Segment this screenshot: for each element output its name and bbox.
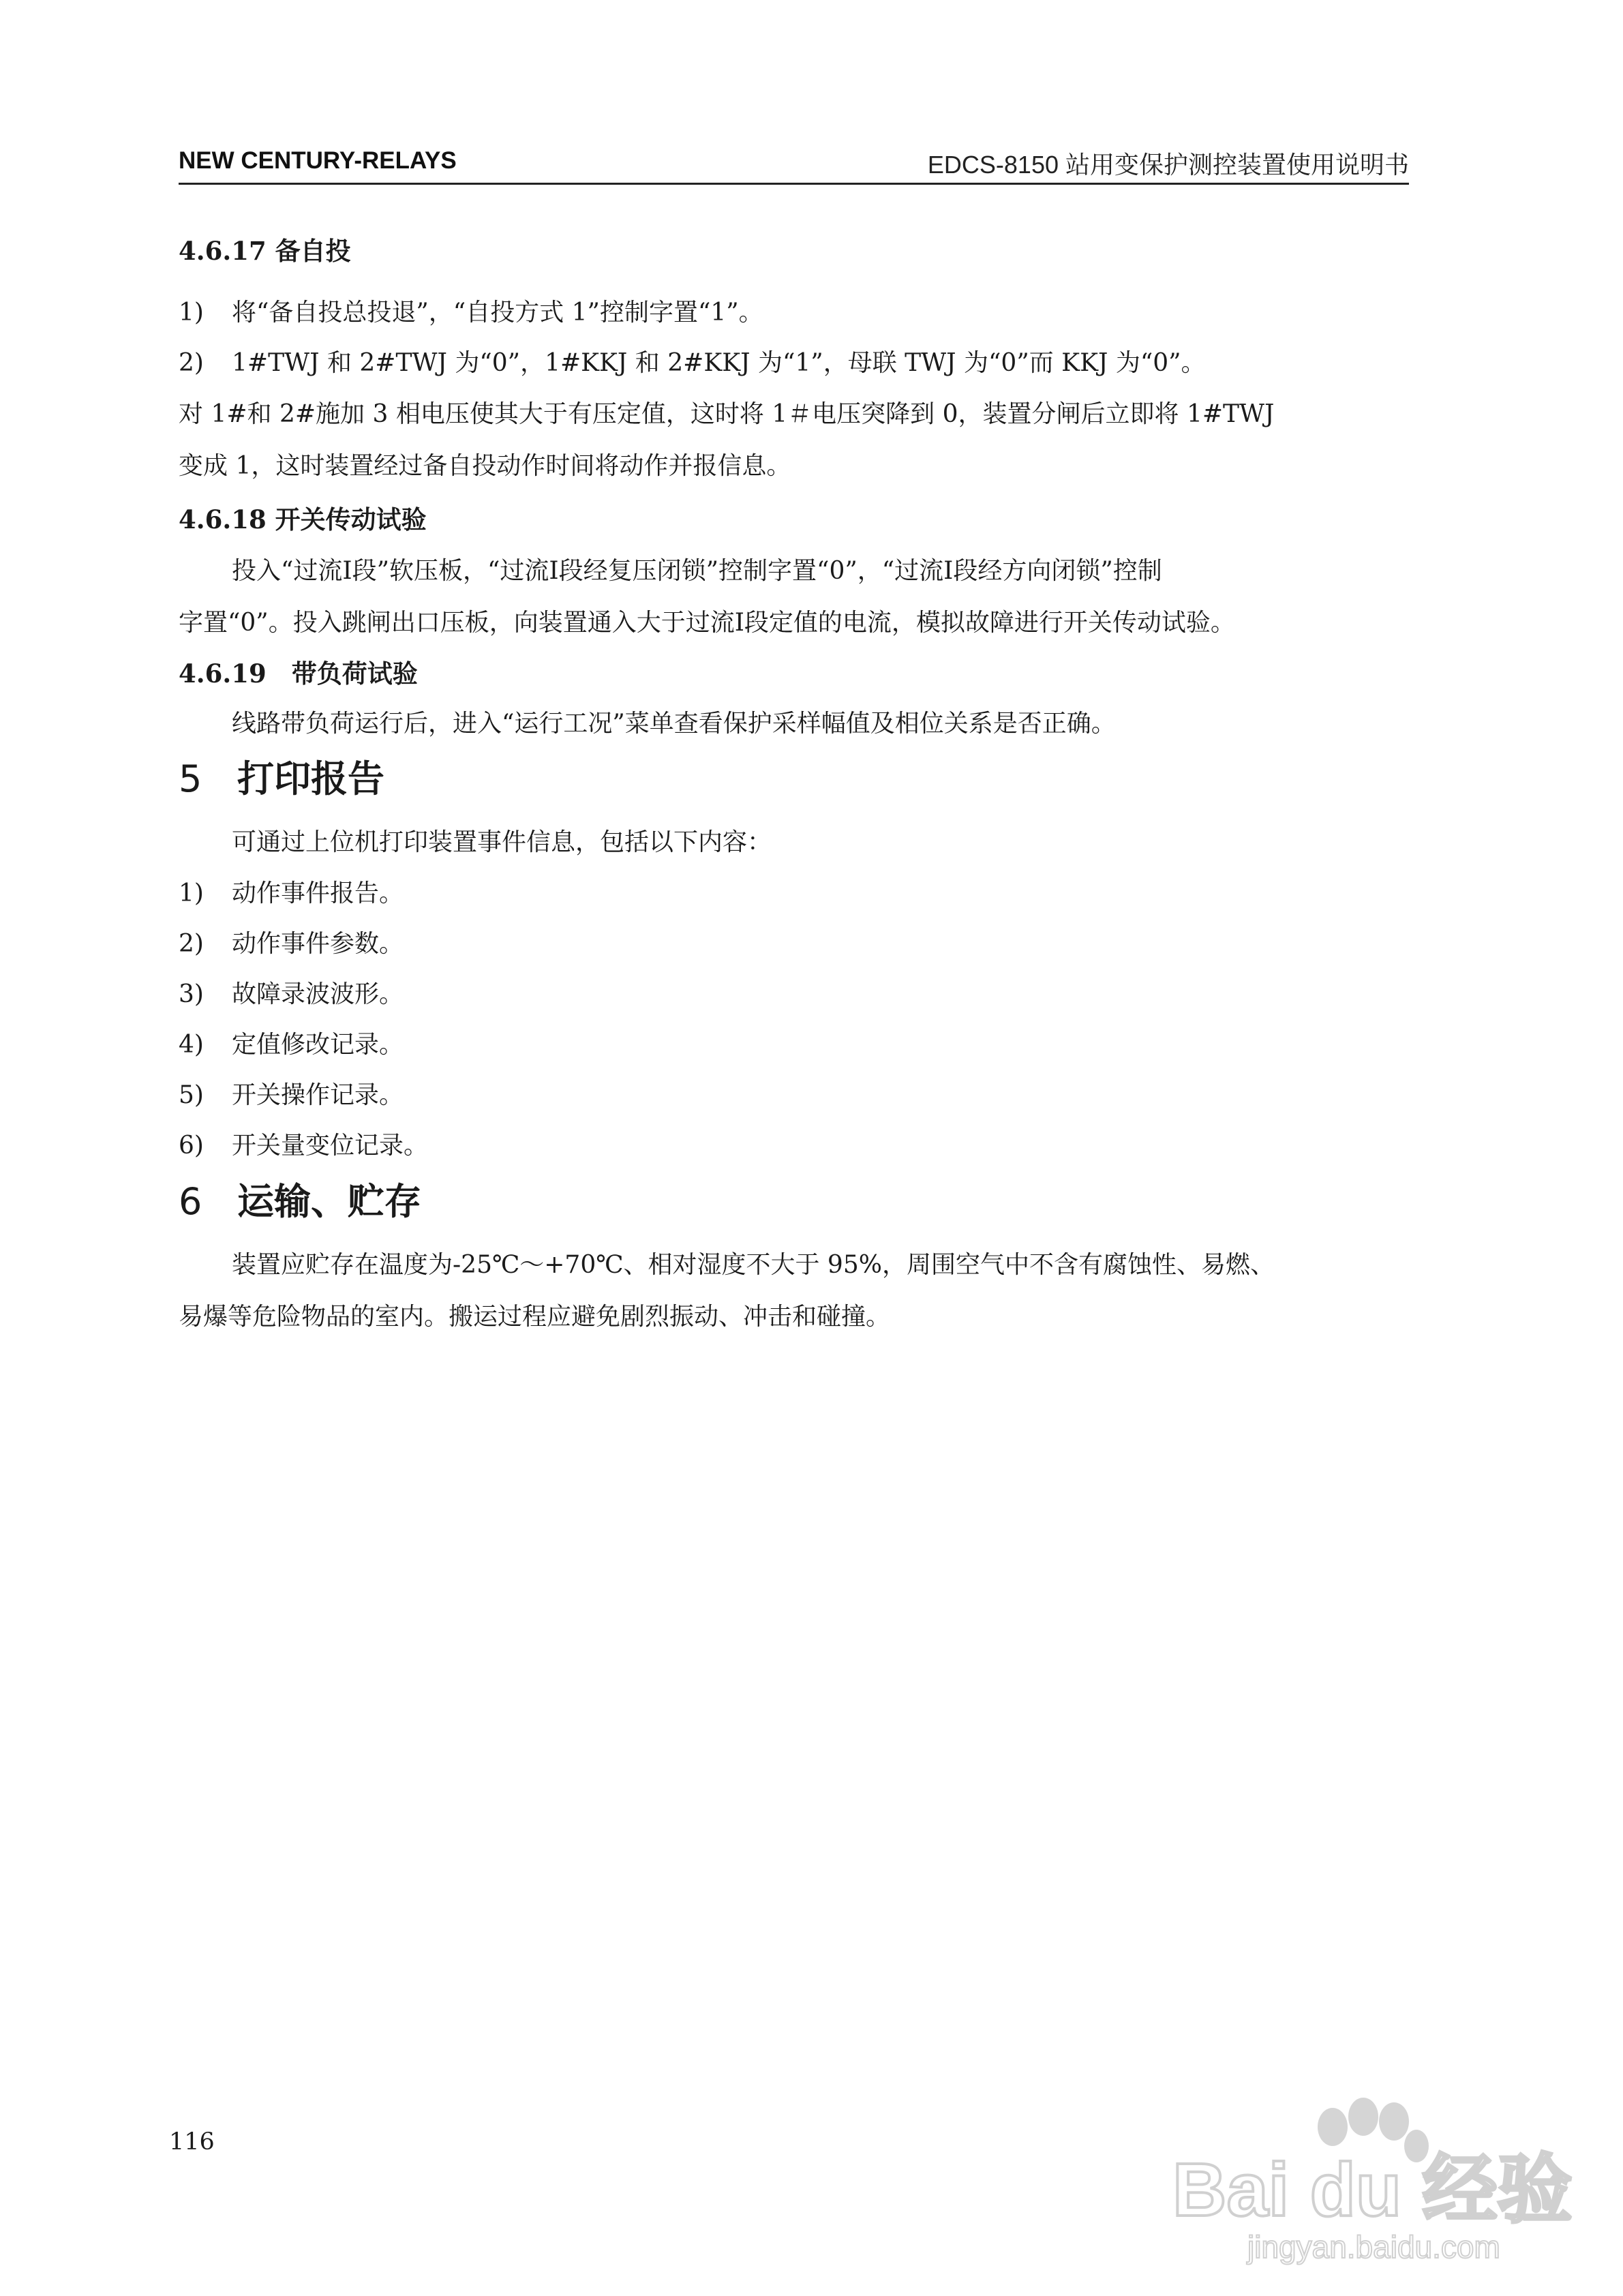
paragraph-line: 变成 1，这时装置经过备自投动作时间将动作并报信息。	[179, 452, 791, 480]
page-header	[179, 145, 1409, 185]
list-item-number: 4)	[179, 1031, 204, 1059]
section-4-6-17-heading: 4.6.17 备自投	[179, 236, 351, 266]
page-content	[179, 232, 1409, 1343]
paragraph-line: 字置“0”。投入跳闸出口压板，向装置通入大于过流Ⅰ段定值的电流，模拟故障进行开关传动试验。	[179, 609, 1235, 637]
list-item-text: 动作事件参数。	[232, 930, 404, 958]
company-name: NEW CENTURY-RELAYS	[179, 147, 457, 174]
list-item-text: 动作事件报告。	[232, 879, 404, 907]
list-item-text: 开关操作记录。	[232, 1081, 404, 1109]
chapter-6-heading	[179, 1178, 1409, 1226]
watermark-url: jingyan.baidu.com	[1247, 2229, 1500, 2265]
list-item-text: 故障录波波形。	[232, 980, 404, 1008]
list-item-text: 定值修改记录。	[232, 1031, 404, 1059]
list-item	[179, 1070, 1409, 1121]
list-item-text: 开关量变位记录。	[232, 1132, 429, 1160]
paragraph-line: 投入“过流Ⅰ段”软压板，“过流Ⅰ段经复压闭锁”控制字置“0”，“过流Ⅰ段经方向闭锁”控制	[232, 557, 1162, 585]
paragraph-line: 可通过上位机打印装置事件信息，包括以下内容：	[232, 828, 772, 856]
paragraph-line: 对 1#和 2#施加 3 相电压使其大于有压定值，这时将 1＃电压突降到 0，装置分闸后立即将 1#TWJ	[179, 400, 1275, 428]
list-item	[179, 1121, 1409, 1171]
list-item-number: 2)	[179, 930, 204, 958]
paragraph-line: 线路带负荷运行后，进入“运行工况”菜单查看保护采样幅值及相位关系是否正确。	[232, 710, 1116, 738]
list-item-number: 5)	[179, 1081, 204, 1109]
list-item-number: 3)	[179, 980, 204, 1008]
list-item-text: 1#TWJ 和 2#TWJ 为“0”，1#KKJ 和 2#KKJ 为“1”，母联 TWJ 为“0”而 KKJ 为“0”。	[232, 349, 1206, 377]
chapter-5-heading	[179, 755, 1409, 803]
list-item-number: 1)	[179, 299, 204, 327]
chapter-title: 打印报告	[237, 757, 384, 800]
watermark-brand: Bai du 经验	[1172, 2148, 1573, 2232]
section-4-6-18-heading: 4.6.18 开关传动试验	[179, 504, 427, 534]
document-title: EDCS-8150 站用变保护测控装置使用说明书	[927, 151, 1409, 179]
list-item	[179, 969, 1409, 1020]
page-number: 116	[169, 2128, 215, 2156]
baidu-watermark-logo	[1159, 2079, 1581, 2270]
section-4-6-19-heading: 4.6.19 带负荷试验	[179, 659, 418, 689]
list-item	[179, 919, 1409, 969]
list-item-number: 1)	[179, 879, 204, 907]
chapter-title: 运输、贮存	[237, 1180, 421, 1223]
chapter-number: 6	[179, 1180, 202, 1223]
list-item-number: 2)	[179, 349, 204, 377]
list-item-number: 6)	[179, 1132, 204, 1160]
chapter-number: 5	[179, 757, 202, 800]
list-item	[179, 868, 1409, 919]
list-item	[179, 338, 1409, 389]
list-item	[179, 288, 1409, 338]
list-item	[179, 1020, 1409, 1070]
paragraph-line: 装置应贮存在温度为-25℃～+70℃、相对湿度不大于 95%，周围空气中不含有腐蚀性、易燃、	[232, 1251, 1275, 1279]
paragraph-line: 易爆等危险物品的室内。搬运过程应避免剧烈振动、冲击和碰撞。	[179, 1303, 891, 1331]
list-item-text: 将“备自投总投退”，“自投方式 1”控制字置“1”。	[232, 299, 763, 327]
